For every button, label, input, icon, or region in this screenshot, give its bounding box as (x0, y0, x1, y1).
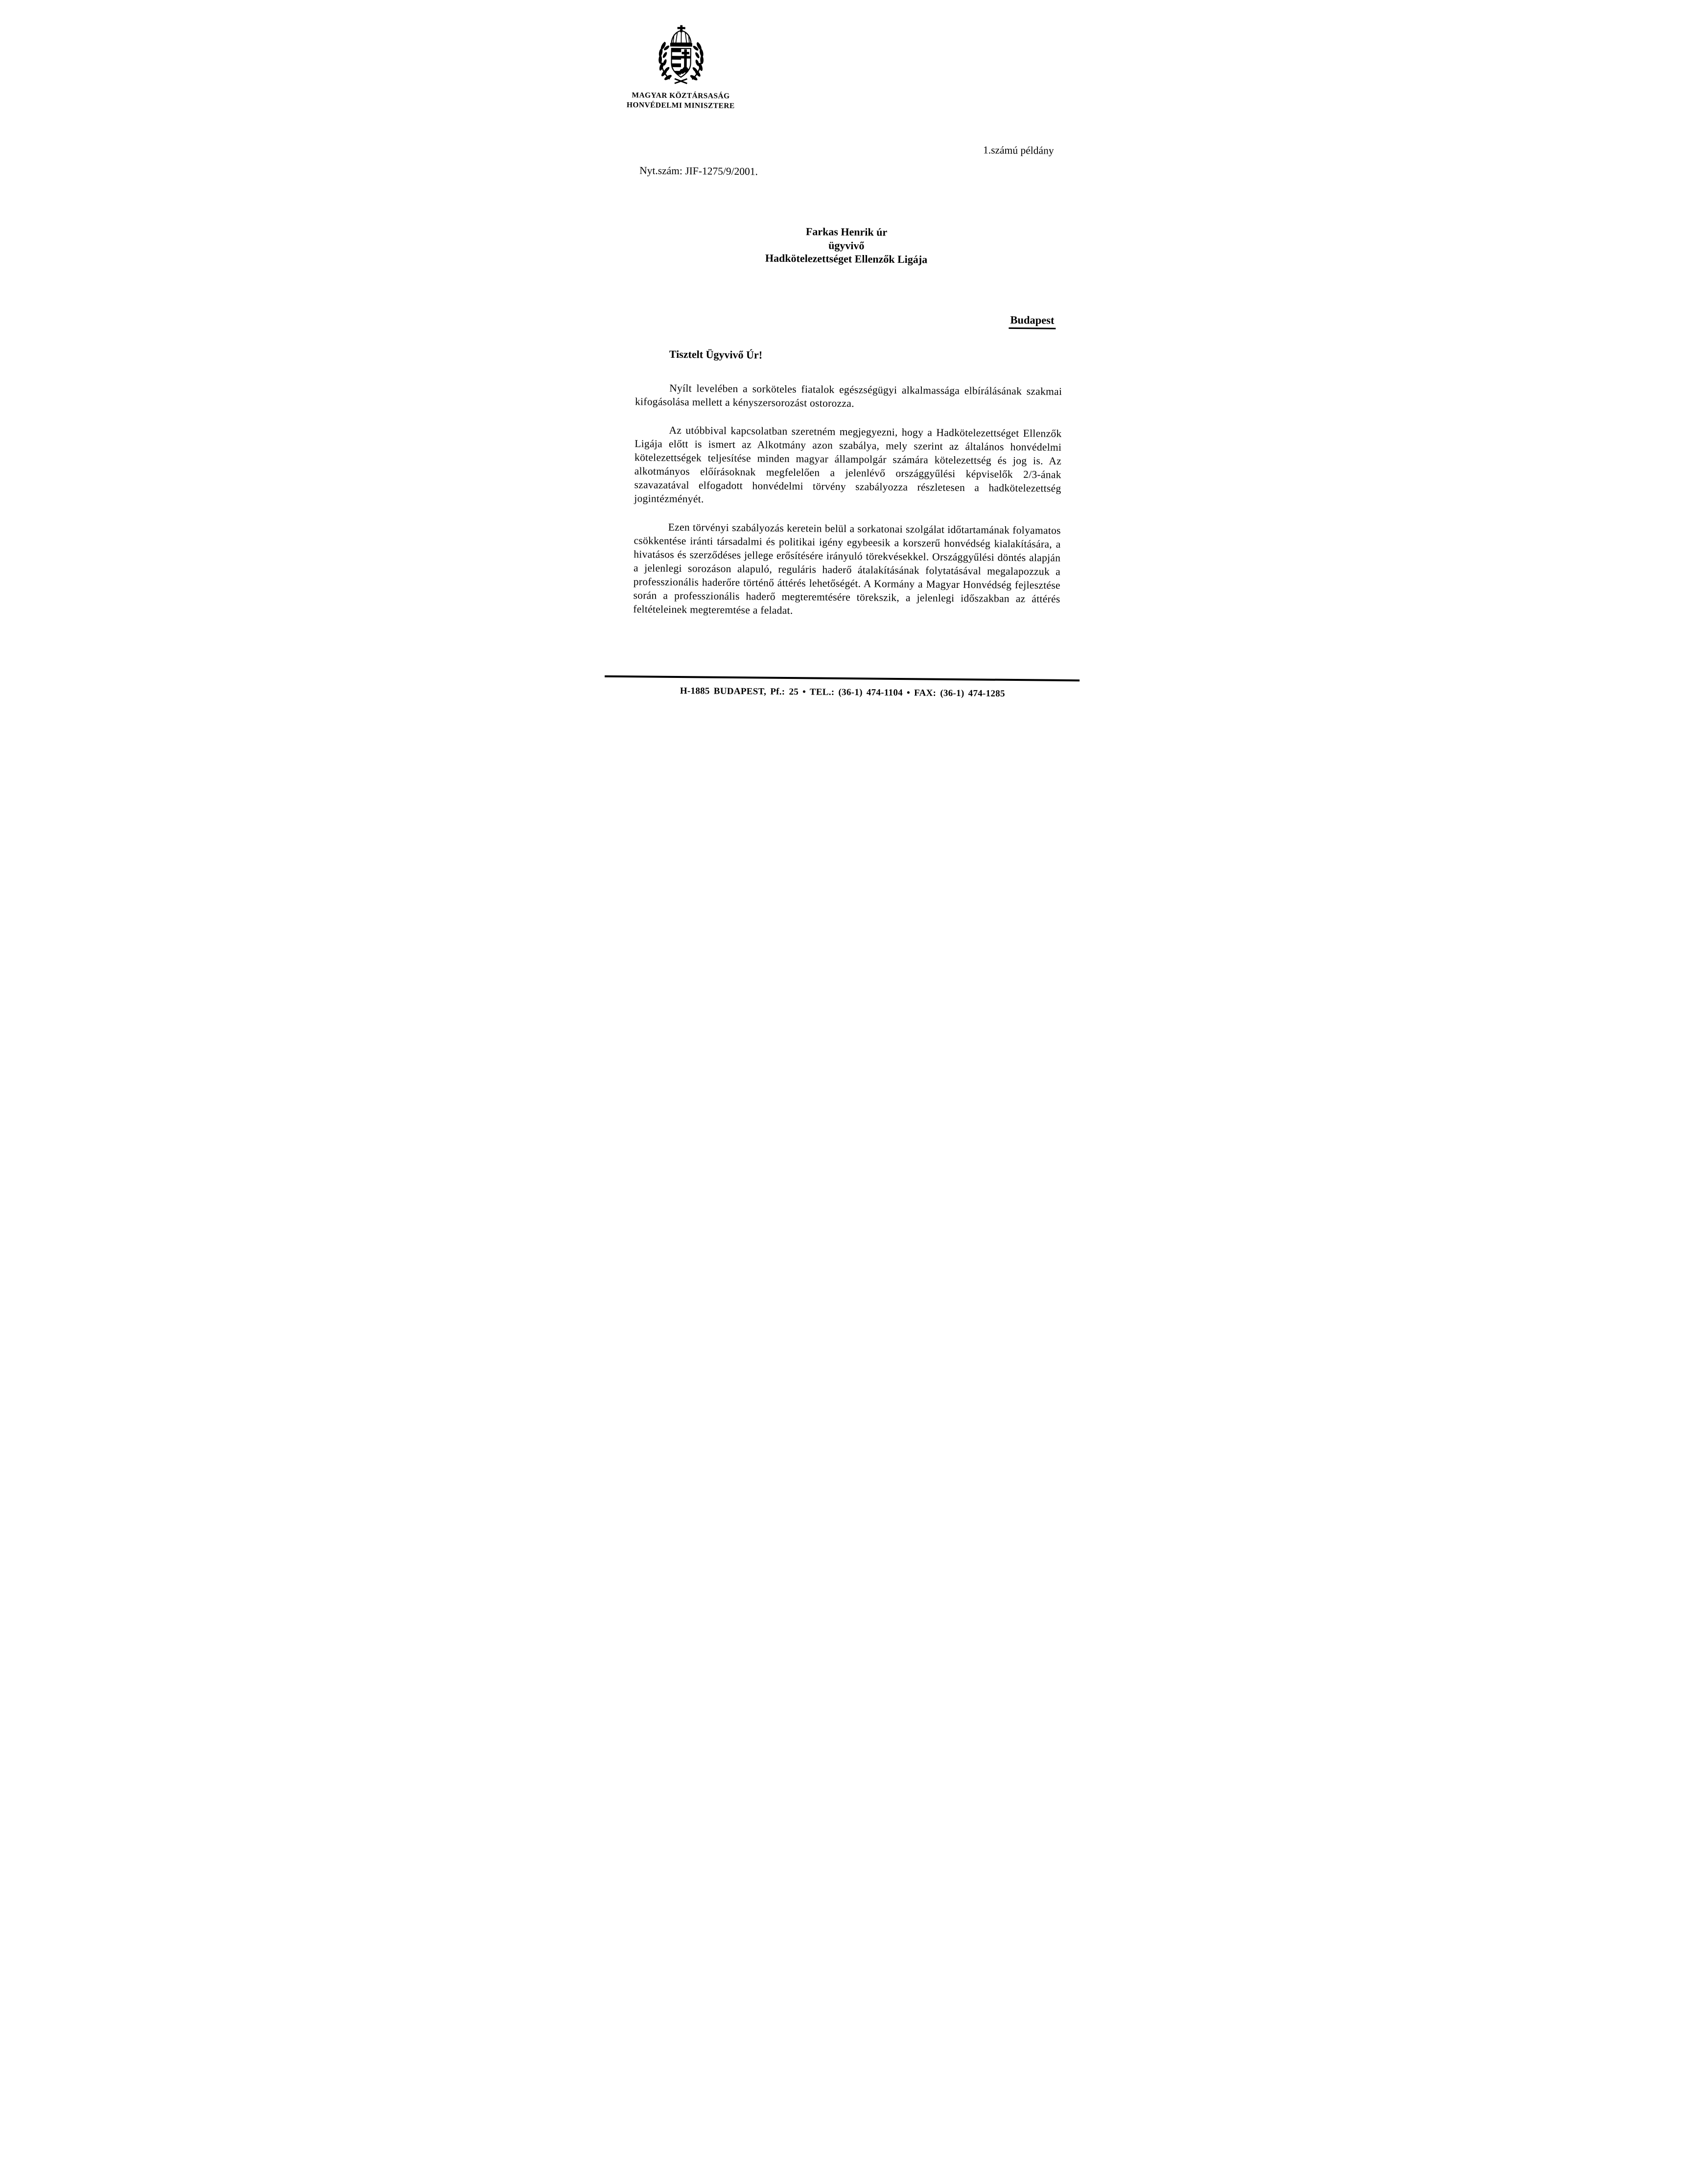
body-paragraph: Az utóbbival kapcsolatban szeretném megjegyezni, hogy a Hadkötelezettséget Ellenzők Ligája előtt is ismert az Alkotmány azon szabálya, mely szerint az általános honvédelmi kötelezettségek teljesítése minden magyar állampolgár számára kötelezettség és jog is. Az alkotmányos előírásoknak megfelelően a jelenlévő országgyűlési képviselők 2/3-ának szavazatával elfogadott honvédelmi törvény szabályozza részletesen a hadkötelezettség jogintézményét. (634, 424, 1062, 505)
addressee-organization: Hadkötelezettséget Ellenzők Ligája (765, 252, 928, 266)
letter-body (633, 381, 1062, 634)
registry-number: Nyt.szám: JIF-1275/9/2001. (639, 164, 758, 178)
body-paragraph: Nyílt levelében a sorköteles fiatalok egészségügyi alkalmassága elbírálásának szakmai kifogásolása mellett a kényszersorozást ostorozza. (634, 382, 1062, 410)
body-paragraph: Ezen törvényi szabályozás keretein belül a sorkatonai szolgálat időtartamának folyamatos csökkentése iránti társadalmi és politikai igény egybeesik a korszerű honvédség kialakítására, a hivatásos és szerződéses jellege erősítésére irányuló törekvésekkel. Országgyűlési döntés alapján a jelenlegi sorozáson alapuló, reguláris haderő átalakításának folytatásával megalapozzuk a professzionális haderőre történő áttérés lehetőségét. A Kormány a Magyar Honvédség fejlesztése során a professzionális haderő megteremtésére törekszik, a jelenlegi időszakban az áttérés feltételeinek megteremtése a feladat. (633, 521, 1061, 617)
scanned-letter-page (564, 0, 1128, 728)
city-heading: Budapest (1009, 314, 1056, 329)
salutation: Tisztelt Ügyvivő Úr! (669, 348, 763, 361)
copy-number-label: 1.számú példány (983, 144, 1054, 157)
hungarian-coat-of-arms-icon (656, 25, 706, 86)
addressee-title: ügyvivő (828, 239, 865, 252)
addressee-block (564, 223, 1128, 268)
letterhead-org-line1: MAGYAR KÖZTÁRSASÁG (632, 91, 730, 100)
footer (564, 675, 1125, 700)
footer-divider (605, 675, 1080, 681)
scan-content (564, 0, 1128, 728)
letterhead (621, 24, 741, 111)
footer-contact-line: H-1885 BUDAPEST, Pf.: 25 • TEL.: (36-1) 474-1104 • FAX: (36-1) 474-1285 (680, 685, 1005, 699)
letterhead-org-line2: HONVÉDELMI MINISZTERE (626, 100, 735, 110)
addressee-name: Farkas Henrik úr (805, 225, 888, 238)
